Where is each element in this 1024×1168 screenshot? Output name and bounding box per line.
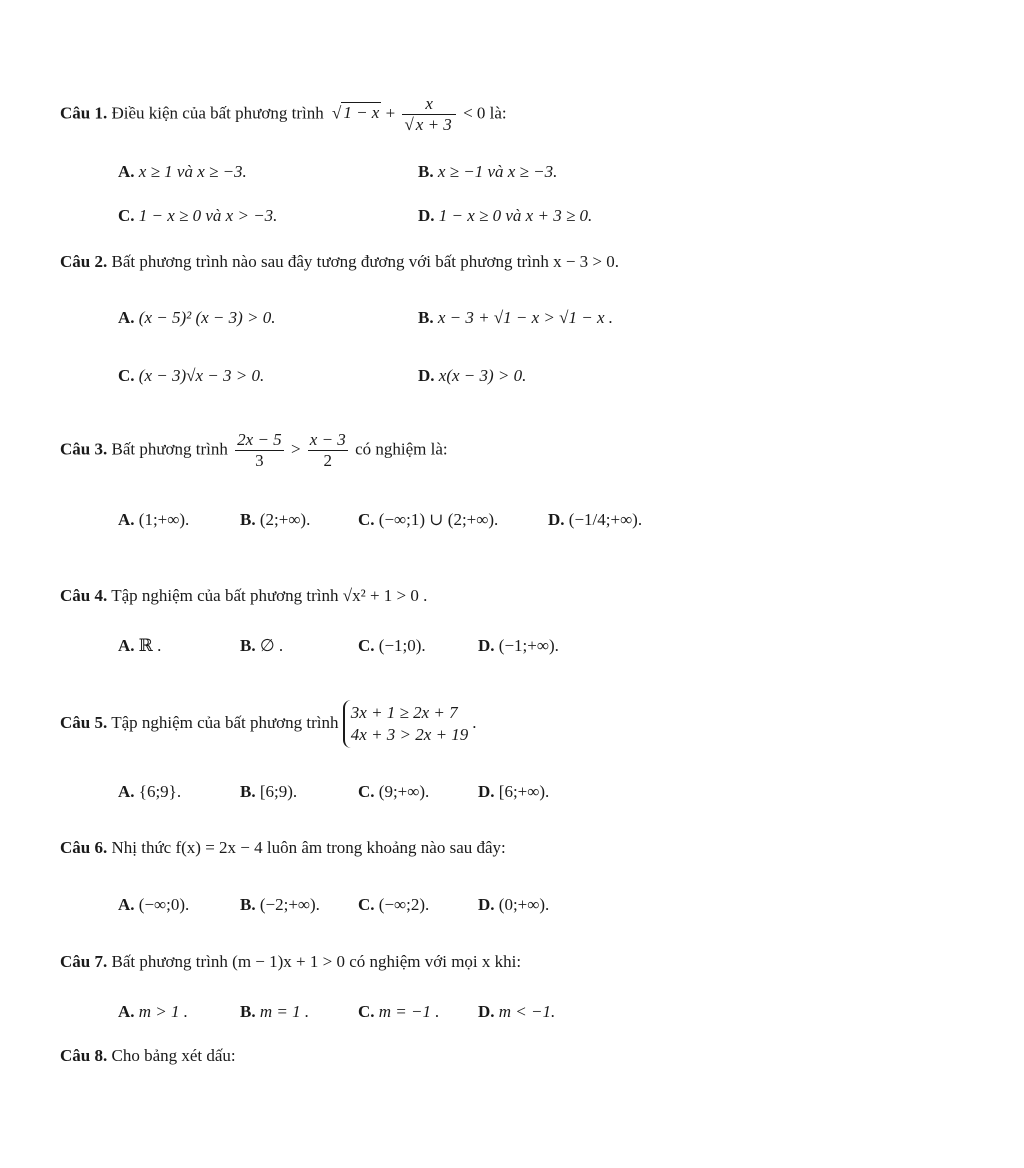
q2-option-a[interactable] bbox=[118, 306, 276, 330]
question-8 bbox=[60, 1044, 236, 1068]
q4-option-c[interactable] bbox=[358, 634, 426, 658]
q2-option-d[interactable] bbox=[418, 364, 526, 388]
option-label: A. bbox=[118, 162, 135, 181]
question-label: Câu 4. bbox=[60, 586, 108, 605]
option-label: C. bbox=[358, 510, 375, 529]
option-label: D. bbox=[478, 1002, 495, 1021]
q1-den: x + 3 bbox=[415, 115, 452, 134]
option-text: (9;+∞). bbox=[378, 782, 430, 801]
q1-fraction: $\frac{x}{√ x + 3}$ bbox=[402, 94, 455, 135]
question-label: Câu 5. bbox=[60, 712, 108, 732]
question-text: Cho bảng xét dấu: bbox=[111, 1046, 236, 1065]
question-suffix: có nghiệm là: bbox=[355, 439, 448, 459]
question-label: Câu 3. bbox=[60, 439, 108, 459]
option-text: m = −1 . bbox=[378, 1002, 440, 1021]
q2-option-b[interactable] bbox=[418, 306, 613, 330]
option-label: B. bbox=[418, 308, 434, 327]
option-label: C. bbox=[358, 895, 375, 914]
question-6 bbox=[60, 836, 506, 860]
q7-option-b[interactable] bbox=[240, 1000, 309, 1024]
option-text: x(x − 3) > 0. bbox=[438, 366, 527, 385]
option-label: D. bbox=[418, 206, 435, 225]
question-text: Tập nghiệm của bất phương trình √x² + 1 > 0 . bbox=[111, 586, 428, 605]
option-text: m < −1. bbox=[498, 1002, 556, 1021]
q6-option-d[interactable] bbox=[478, 893, 549, 917]
question-7 bbox=[60, 950, 521, 974]
question-label: Câu 2. bbox=[60, 252, 108, 271]
option-label: C. bbox=[358, 782, 375, 801]
option-label: A. bbox=[118, 782, 135, 801]
option-text: x ≥ −1 và x ≥ −3. bbox=[437, 162, 558, 181]
question-text: Bất phương trình nào sau đây tương đương với bất phương trình x − 3 > 0. bbox=[111, 252, 620, 271]
question-text: Tập nghiệm của bất phương trình bbox=[111, 712, 339, 732]
option-label: B. bbox=[240, 636, 256, 655]
option-text: x − 3 + √1 − x > √1 − x . bbox=[437, 308, 613, 327]
question-label: Câu 7. bbox=[60, 952, 108, 971]
option-text: (x − 3)√x − 3 > 0. bbox=[138, 366, 265, 385]
option-label: C. bbox=[358, 1002, 375, 1021]
q6-option-c[interactable] bbox=[358, 893, 429, 917]
option-label: C. bbox=[118, 206, 135, 225]
option-text: (−1/4;+∞). bbox=[568, 510, 643, 529]
option-text: [6;+∞). bbox=[498, 782, 550, 801]
option-text: [6;9). bbox=[259, 782, 298, 801]
q2-option-c[interactable] bbox=[118, 364, 264, 388]
option-label: B. bbox=[418, 162, 434, 181]
q3-option-b[interactable] bbox=[240, 508, 310, 532]
q3-fraction-right bbox=[308, 430, 348, 471]
option-label: A. bbox=[118, 510, 135, 529]
q4-option-d[interactable] bbox=[478, 634, 559, 658]
question-1 bbox=[60, 94, 507, 135]
option-text: ℝ . bbox=[138, 636, 162, 655]
option-text: 1 − x ≥ 0 và x > −3. bbox=[138, 206, 278, 225]
option-text: x ≥ 1 và x ≥ −3. bbox=[138, 162, 247, 181]
option-label: B. bbox=[240, 782, 256, 801]
q3-operator: > bbox=[290, 439, 301, 459]
question-label: Câu 8. bbox=[60, 1046, 108, 1065]
question-5: Câu 5. Tập nghiệm của bất phương trình 3x + 1 ≥ 2x + 7 4x + 3 > 2x + 19 . bbox=[60, 700, 477, 748]
option-label: D. bbox=[478, 636, 495, 655]
q1-option-b[interactable] bbox=[418, 160, 557, 184]
question-4 bbox=[60, 584, 427, 608]
q5-option-b[interactable] bbox=[240, 780, 297, 804]
option-label: B. bbox=[240, 895, 256, 914]
option-text: (2;+∞). bbox=[259, 510, 311, 529]
option-label: A. bbox=[118, 895, 135, 914]
option-text: ∅ . bbox=[259, 636, 284, 655]
option-text: (0;+∞). bbox=[498, 895, 550, 914]
option-label: C. bbox=[118, 366, 135, 385]
question-text: Nhị thức f(x) = 2x − 4 luôn âm trong khoảng nào sau đây: bbox=[111, 838, 506, 857]
question-2 bbox=[60, 250, 619, 274]
q3-num2: x − 3 bbox=[309, 430, 346, 449]
option-text: (x − 5)² (x − 3) > 0. bbox=[138, 308, 276, 327]
q1-tail: < 0 bbox=[463, 103, 486, 123]
q5-system-line-2: 4x + 3 > 2x + 19 bbox=[350, 725, 469, 744]
q3-num1: 2x − 5 bbox=[237, 430, 282, 449]
question-suffix: là: bbox=[489, 103, 507, 123]
option-text: (−∞;0). bbox=[138, 895, 190, 914]
option-text: (−∞;2). bbox=[378, 895, 430, 914]
option-label: A. bbox=[118, 636, 135, 655]
q3-option-a[interactable] bbox=[118, 508, 189, 532]
q1-expression: √ 1 − x + $\frac{x}{√ x + 3}$ < 0 bbox=[331, 94, 486, 134]
option-label: B. bbox=[240, 510, 256, 529]
q6-option-a[interactable] bbox=[118, 893, 189, 917]
q1-num: x bbox=[402, 94, 455, 115]
q4-option-a[interactable] bbox=[118, 634, 161, 658]
q5-option-a[interactable] bbox=[118, 780, 181, 804]
option-text: (−1;0). bbox=[378, 636, 426, 655]
q1-option-c[interactable] bbox=[118, 204, 277, 228]
question-text: Bất phương trình bbox=[111, 439, 228, 459]
question-text: Bất phương trình (m − 1)x + 1 > 0 có nghiệm với mọi x khi: bbox=[111, 952, 522, 971]
option-label: D. bbox=[418, 366, 435, 385]
question-text: Điều kiện của bất phương trình bbox=[111, 103, 324, 123]
option-label: D. bbox=[478, 895, 495, 914]
option-label: A. bbox=[118, 308, 135, 327]
option-label: C. bbox=[358, 636, 375, 655]
option-label: D. bbox=[548, 510, 565, 529]
q1-option-a[interactable] bbox=[118, 160, 247, 184]
option-text: (1;+∞). bbox=[138, 510, 190, 529]
option-text: m > 1 . bbox=[138, 1002, 189, 1021]
question-3 bbox=[60, 430, 448, 471]
q3-option-c[interactable] bbox=[358, 508, 498, 532]
option-text: (−∞;1) ∪ (2;+∞). bbox=[378, 510, 499, 529]
option-text: {6;9}. bbox=[138, 782, 182, 801]
q5-option-d[interactable] bbox=[478, 780, 549, 804]
question-label: Câu 1. bbox=[60, 103, 108, 123]
q3-den1: 3 bbox=[255, 451, 264, 470]
q3-fraction-left bbox=[235, 430, 284, 471]
option-text: 1 − x ≥ 0 và x + 3 ≥ 0. bbox=[438, 206, 593, 225]
q6-option-b[interactable] bbox=[240, 893, 320, 917]
option-text: (−2;+∞). bbox=[259, 895, 320, 914]
q7-option-d[interactable] bbox=[478, 1000, 555, 1024]
option-text: (−1;+∞). bbox=[498, 636, 559, 655]
q1-option-d[interactable] bbox=[418, 204, 592, 228]
q3-den2: 2 bbox=[323, 451, 333, 470]
option-label: A. bbox=[118, 1002, 135, 1021]
q3-option-d[interactable] bbox=[548, 508, 642, 532]
question-label: Câu 6. bbox=[60, 838, 108, 857]
q5-system bbox=[343, 700, 473, 748]
q4-option-b[interactable] bbox=[240, 634, 283, 658]
option-text: m = 1 . bbox=[259, 1002, 310, 1021]
q5-option-c[interactable] bbox=[358, 780, 429, 804]
q1-sqrt: 1 − x bbox=[343, 103, 380, 123]
q7-option-a[interactable] bbox=[118, 1000, 188, 1024]
q5-system-line-1: 3x + 1 ≥ 2x + 7 bbox=[350, 703, 458, 722]
option-label: D. bbox=[478, 782, 495, 801]
option-label: B. bbox=[240, 1002, 256, 1021]
q7-option-c[interactable] bbox=[358, 1000, 440, 1024]
